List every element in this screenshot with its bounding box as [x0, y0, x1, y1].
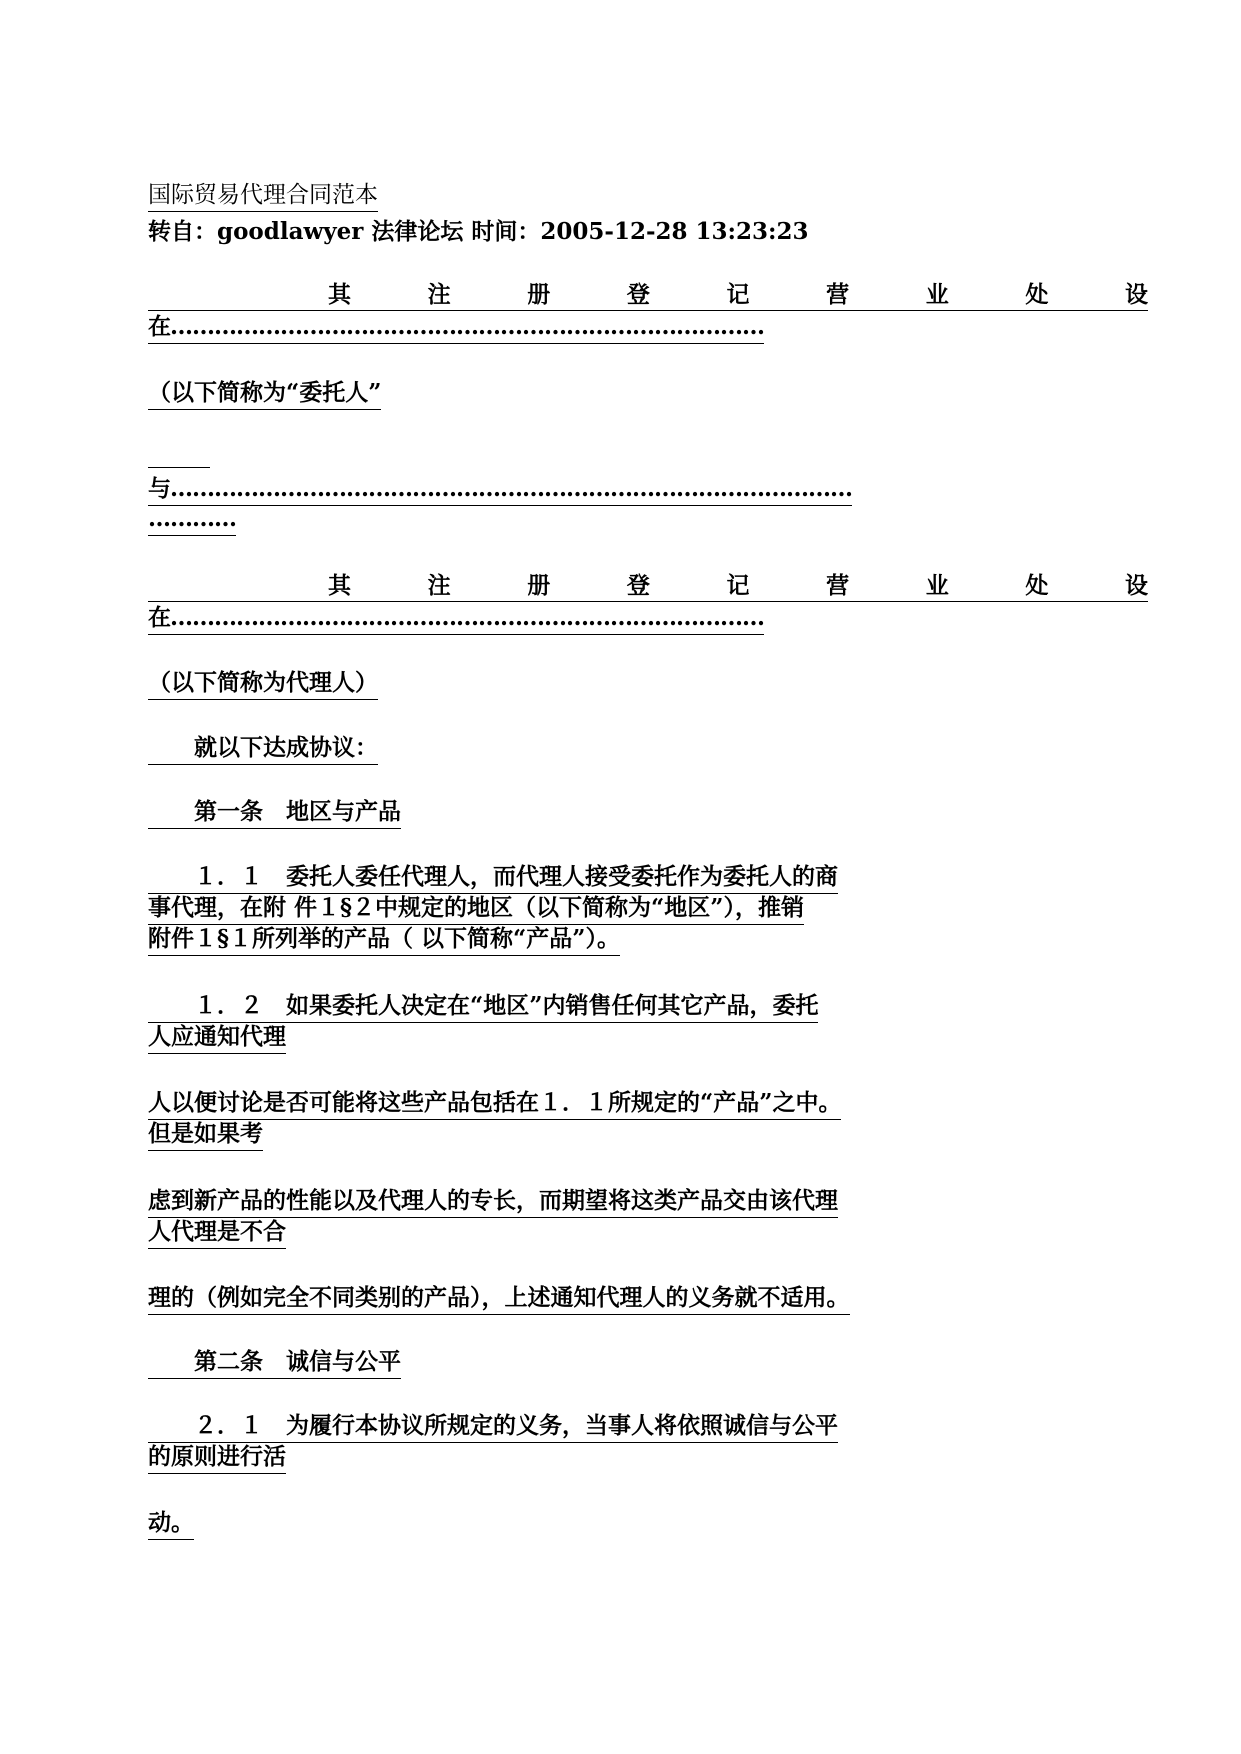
registration-tail-1: 在……………………………………………………………………… [148, 312, 764, 344]
agreement-intro: 就以下达成协议： [148, 733, 378, 765]
reg-char: 记 [726, 572, 750, 599]
document-title: 国际贸易代理合同范本 [148, 180, 378, 212]
with-tail: ………… [148, 504, 236, 536]
registration-tail-2: 在……………………………………………………………………… [148, 603, 764, 635]
reg-char: 设 [1125, 572, 1148, 599]
clause-1-2-line-3: 人以便讨论是否可能将这些产品包括在１．１所规定的“产品”之中。 [148, 1088, 841, 1120]
clause-1-2-line-4: 但是如果考 [148, 1119, 263, 1151]
reg-char: 处 [1025, 281, 1049, 308]
clause-1-2-line-7: 理的（例如完全不同类别的产品），上述通知代理人的义务就不适用。 [148, 1283, 850, 1315]
blank-rule [148, 467, 210, 468]
reg-char: 注 [427, 281, 451, 308]
reg-char: 处 [1025, 572, 1049, 599]
reg-char: 记 [726, 281, 750, 308]
reg-char: 营 [826, 281, 850, 308]
reg-char: 册 [527, 281, 551, 308]
source-line: 转自：goodlawyer 法律论坛 时间：2005-12-28 13:23:23 [148, 218, 809, 245]
reg-char: 其 [328, 281, 351, 308]
article-1-title: 第一条 地区与产品 [148, 797, 401, 829]
registration-line-1 [148, 280, 1148, 311]
clause-1-2-line-1: １．２ 如果委托人决定在“地区”内销售任何其它产品，委托 [148, 991, 818, 1023]
clause-2-1-line-3: 动。 [148, 1508, 194, 1540]
reg-char: 营 [826, 572, 850, 599]
reg-char: 注 [427, 572, 451, 599]
clause-1-1-line-1: １．１ 委托人委任代理人，而代理人接受委托作为委托人的商 [148, 862, 838, 894]
clause-1-1-line-3: 附件１§１所列举的产品（ 以下简称“产品”）。 [148, 924, 620, 956]
principal-definition: （以下简称为“委托人” [148, 378, 381, 410]
registration-line-2 [148, 571, 1148, 602]
clause-1-1-line-2: 事代理，在附 件１§２中规定的地区（以下简称为“地区”），推销 [148, 893, 804, 925]
clause-2-1-line-2: 的原则进行活 [148, 1442, 286, 1474]
clause-1-2-line-6: 人代理是不合 [148, 1217, 286, 1249]
reg-char: 册 [527, 572, 551, 599]
article-2-title: 第二条 诚信与公平 [148, 1347, 401, 1379]
clause-1-2-line-2: 人应通知代理 [148, 1022, 286, 1054]
reg-char: 业 [925, 281, 949, 308]
reg-char: 登 [626, 572, 650, 599]
reg-char: 设 [1125, 281, 1148, 308]
clause-1-2-line-5: 虑到新产品的性能以及代理人的专长，而期望将这类产品交由该代理 [148, 1186, 838, 1218]
reg-char: 登 [626, 281, 650, 308]
reg-char: 业 [925, 572, 949, 599]
with-line: 与………………………………………………………………………………… [148, 474, 852, 506]
agent-definition: （以下简称为代理人） [148, 668, 378, 700]
clause-2-1-line-1: ２．１ 为履行本协议所规定的义务，当事人将依照诚信与公平 [148, 1411, 838, 1443]
reg-char: 其 [328, 572, 351, 599]
